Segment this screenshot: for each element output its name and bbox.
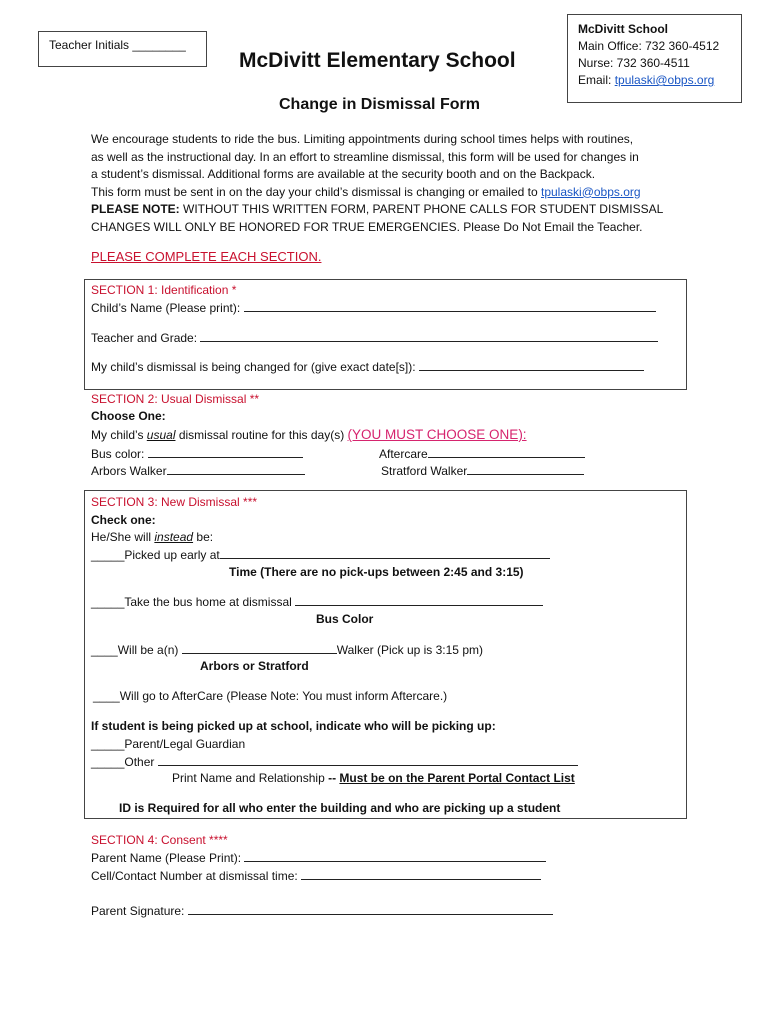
walker-type-line[interactable]: [182, 642, 337, 654]
contact-email-link[interactable]: tpulaski@obps.org: [614, 73, 715, 87]
picked-up-early-option[interactable]: [91, 547, 550, 562]
bus-home-label: _____Take the bus home at dismissal: [91, 595, 296, 609]
contact-main-office: Main Office: 732 360-4512: [578, 39, 720, 53]
contact-email-row: [578, 73, 714, 87]
parent-guardian-option[interactable]: _____Parent/Legal Guardian: [91, 737, 246, 751]
bus-color-label: Bus color:: [91, 447, 148, 461]
contact-nurse: Nurse: 732 360-4511: [578, 56, 690, 70]
picked-up-early-line[interactable]: [220, 547, 550, 559]
routine-statement: [91, 427, 527, 442]
arbors-or-stratford-caption: Arbors or Stratford: [200, 659, 309, 673]
please-note-label: PLEASE NOTE:: [91, 202, 180, 216]
intro-line: [91, 201, 681, 219]
instead-statement: [91, 530, 213, 544]
stratford-walker-line[interactable]: [467, 463, 584, 475]
aftercare-line[interactable]: [428, 446, 585, 458]
instead-prefix: He/She will: [91, 530, 155, 544]
routine-prefix: My child’s: [91, 428, 147, 442]
intro-email-link[interactable]: tpulaski@obps.org: [541, 184, 641, 199]
aftercare-label: Aftercare: [379, 447, 428, 461]
arbors-walker-line[interactable]: [167, 463, 305, 475]
time-note: (There are no pick-ups between 2:45 and 3:15): [256, 565, 524, 579]
picking-up-header: If student is being picked up at school, indicate who will be picking up:: [91, 719, 496, 733]
section3-title: SECTION 3: New Dismissal ***: [91, 495, 258, 509]
intro-line: a student’s dismissal. Additional forms are available at the security booth and on the Backpack.: [91, 167, 596, 181]
aftercare-option[interactable]: [379, 446, 585, 461]
walker-option[interactable]: [91, 642, 483, 657]
section1-title: SECTION 1: Identification *: [91, 283, 237, 297]
teacher-grade-line[interactable]: [200, 330, 658, 342]
print-name-contact-note: Must be on the Parent Portal Contact List: [339, 771, 575, 785]
parent-name-line[interactable]: [244, 850, 546, 862]
signature-field[interactable]: [91, 903, 553, 918]
teacher-grade-label: Teacher and Grade:: [91, 331, 201, 345]
other-name-line[interactable]: [158, 754, 578, 766]
child-name-field[interactable]: [91, 300, 656, 315]
bus-color-option[interactable]: [91, 446, 303, 461]
bus-home-option[interactable]: [91, 594, 543, 609]
form-title: Change in Dismissal Form: [279, 96, 480, 113]
contact-email-label: Email:: [578, 73, 615, 87]
routine-usual: usual: [146, 428, 176, 442]
cell-number-line[interactable]: [301, 868, 541, 880]
contact-box: [567, 14, 742, 103]
bus-color-line[interactable]: [148, 446, 303, 458]
id-required-note: ID is Required for all who enter the building and who are picking up a student: [119, 801, 561, 815]
intro-line-text: WITHOUT THIS WRITTEN FORM, PARENT PHONE CALLS FOR STUDENT DISMISSAL: [179, 202, 664, 216]
check-one-label: Check one:: [91, 513, 156, 527]
time-caption: [229, 565, 524, 579]
other-option[interactable]: [91, 754, 578, 769]
intro-line: as well as the instructional day. In an effort to streamline dismissal, this form will be used for changes in: [91, 149, 639, 164]
bus-color-caption: Bus Color: [316, 612, 374, 626]
teacher-initials-label[interactable]: Teacher Initials ________: [49, 38, 186, 52]
intro-paragraph: [91, 131, 681, 236]
arbors-walker-label: Arbors Walker: [91, 464, 167, 478]
picked-up-early-label: _____Picked up early at: [91, 548, 220, 562]
stratford-walker-label: Stratford Walker: [381, 464, 468, 478]
complete-each-section: PLEASE COMPLETE EACH SECTION.: [91, 249, 322, 264]
child-name-label: Child’s Name (Please print):: [91, 301, 244, 315]
aftercare-new-option[interactable]: ____Will go to AfterCare (Please Note: You must inform Aftercare.): [93, 689, 448, 703]
print-name-caption: [172, 771, 575, 785]
intro-line: We encourage students to ride the bus. Limiting appointments during school times helps with routines,: [91, 132, 634, 146]
print-name-dashes: --: [328, 771, 340, 785]
teacher-grade-field[interactable]: [91, 330, 658, 345]
parent-name-field[interactable]: [91, 850, 546, 865]
bus-home-line[interactable]: [295, 594, 543, 606]
instead-word: instead: [154, 530, 194, 544]
school-title: McDivitt Elementary School: [239, 49, 516, 72]
print-name-prefix: Print Name and Relationship: [172, 771, 329, 785]
section2-title: SECTION 2: Usual Dismissal **: [91, 392, 260, 406]
intro-line: [91, 184, 681, 202]
stratford-walker-option[interactable]: [381, 463, 584, 478]
parent-name-label: Parent Name (Please Print):: [91, 851, 245, 865]
choose-one-label: Choose One:: [91, 409, 166, 423]
will-be-label: ____Will be a(n): [91, 643, 182, 657]
other-label: _____Other: [91, 755, 158, 769]
dismissal-date-line[interactable]: [419, 359, 644, 371]
time-label: Time: [229, 565, 257, 579]
teacher-initials-box: [38, 31, 207, 67]
arbors-walker-option[interactable]: [91, 463, 305, 478]
intro-line: CHANGES WILL ONLY BE HONORED FOR TRUE EMERGENCIES. Please Do Not Email the Teacher.: [91, 219, 643, 234]
instead-suffix: be:: [193, 530, 214, 544]
signature-line[interactable]: [188, 903, 553, 915]
intro-line-text: This form must be sent in on the day your child’s dismissal is changing or emailed to: [91, 184, 541, 199]
routine-suffix: dismissal routine for this day(s): [175, 428, 348, 442]
cell-number-field[interactable]: [91, 868, 541, 883]
section4-title: SECTION 4: Consent ****: [91, 833, 228, 847]
dismissal-date-label: My child’s dismissal is being changed for (give exact date[s]):: [91, 360, 419, 374]
must-choose-note: (YOU MUST CHOOSE ONE):: [347, 427, 527, 442]
cell-number-label: Cell/Contact Number at dismissal time:: [91, 869, 302, 883]
walker-pickup-label: Walker (Pick up is 3:15 pm): [336, 643, 483, 657]
child-name-line[interactable]: [244, 300, 656, 312]
dismissal-date-field[interactable]: [91, 359, 644, 374]
contact-school-name: McDivitt School: [578, 22, 669, 36]
signature-label: Parent Signature:: [91, 904, 188, 918]
